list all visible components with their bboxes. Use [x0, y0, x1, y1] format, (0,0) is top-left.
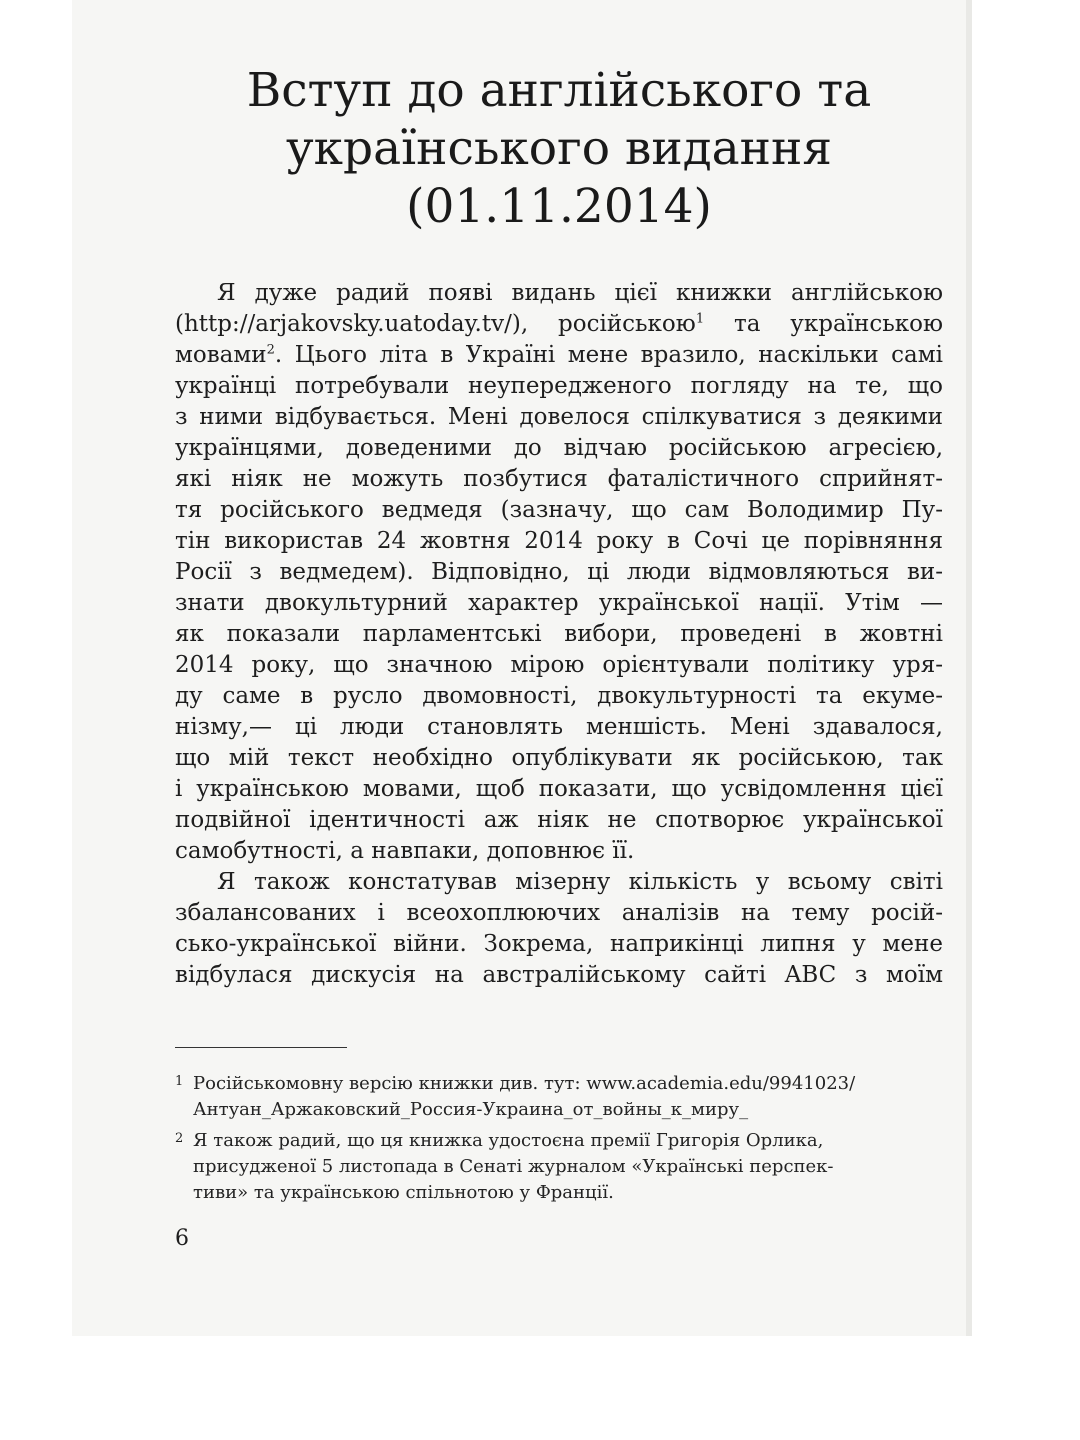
- footnote-ref-2: 2: [266, 342, 275, 358]
- title-line: українського видання: [286, 121, 832, 176]
- footnote-number: 2: [175, 1131, 184, 1146]
- footnote-line: Російськомовну версію книжки див. тут: www.academia.edu/9941023/: [193, 1073, 856, 1094]
- text-line: українцями, доведеними до відчаю російською агресією,: [175, 435, 943, 461]
- page-edge: [966, 0, 972, 1336]
- body-text: [175, 278, 943, 991]
- text-line: самобутності, а навпаки, доповнює її.: [175, 838, 635, 864]
- text-line: тін використав 24 жовтня 2014 року в Сочі це порівняння: [175, 528, 943, 554]
- text-line: які ніяк не можуть позбутися фаталістичного сприйнят-: [175, 466, 943, 492]
- text-segment: мовами: [175, 342, 267, 368]
- title-line: (01.11.2014): [406, 179, 712, 234]
- text-line: ду саме в русло двомовності, двокультурності та екуме-: [175, 683, 943, 709]
- text-segment: (http://arjakovsky.uatoday.tv/), російською: [175, 311, 696, 337]
- text-line: як показали парламентські вибори, проведені в жовтні: [175, 621, 943, 647]
- title-line: Вступ до англійського та: [246, 63, 872, 118]
- footnote-number: 1: [175, 1074, 184, 1089]
- footnote-ref-1: 1: [695, 311, 705, 327]
- page-number: 6: [175, 1226, 189, 1251]
- text-line: і українською мовами, щоб показати, що усвідомлення цієї: [175, 776, 943, 802]
- text-line: відбулася дискусія на австралійському сайті ABC з моїм: [175, 962, 943, 988]
- text-line: що мій текст необхідно опублікувати як російською, так: [175, 745, 943, 771]
- footnote-line: Я також радий, що ця книжка удостоєна премії Григорія Орлика,: [193, 1130, 824, 1151]
- footnote-1: [175, 1071, 943, 1123]
- footnote-2: [175, 1128, 943, 1206]
- text-line: знати двокультурний характер української нації. Утім —: [175, 590, 943, 616]
- text-line: сько-української війни. Зокрема, наприкінці липня у мене: [175, 931, 943, 957]
- text-line: Я дуже радий появі видань цієї книжки англійською: [217, 280, 943, 306]
- text-line: тя російського ведмедя (зазначу, що сам Володимир Пу-: [175, 497, 943, 523]
- paragraph-2: [175, 867, 943, 991]
- text-segment: та українською: [704, 311, 943, 337]
- footnote-divider: [175, 1047, 347, 1048]
- text-line: Я також констатував мізерну кількість у всьому світі: [217, 869, 943, 895]
- text-line: Росії з ведмедем). Відповідно, ці люди відмовляються ви-: [175, 559, 943, 585]
- text-line: [175, 340, 943, 371]
- footnote-line: Антуан_Аржаковский_Россия-Украина_от_войны_к_миру_: [193, 1099, 749, 1120]
- text-line: [175, 309, 943, 340]
- chapter-title: [175, 62, 943, 236]
- footnote-line: присудженої 5 листопада в Сенаті журналом «Українські перспек-: [193, 1156, 834, 1177]
- text-segment: . Цього літа в Україні мене вразило, наскільки самі: [274, 342, 943, 368]
- text-line: збалансованих і всеохоплюючих аналізів на тему росій-: [175, 900, 943, 926]
- text-line: подвійної ідентичності аж ніяк не спотворює української: [175, 807, 943, 833]
- text-line: з ними відбувається. Мені довелося спілкуватися з деякими: [175, 404, 943, 430]
- footnote-line: тиви» та українською спільнотою у Франції.: [193, 1182, 614, 1203]
- text-line: нізму,— ці люди становлять меншість. Мені здавалося,: [175, 714, 943, 740]
- paragraph-1: [175, 278, 943, 867]
- text-line: українці потребували неупередженого погляду на те, що: [175, 373, 943, 399]
- text-line: 2014 року, що значною мірою орієнтували політику уря-: [175, 652, 943, 678]
